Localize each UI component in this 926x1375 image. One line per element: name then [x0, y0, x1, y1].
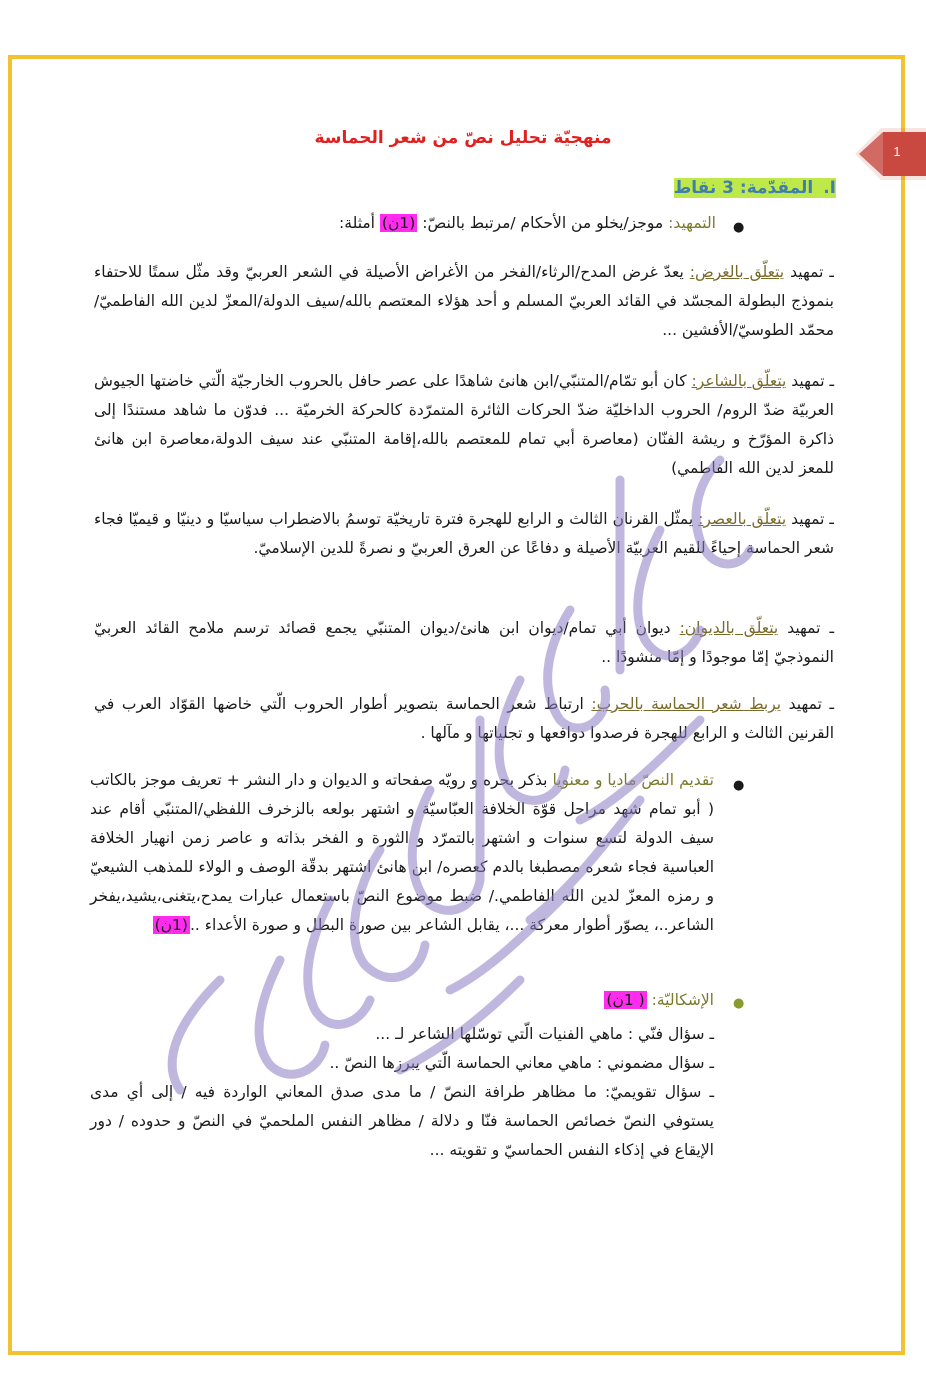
question-content: ـ سؤال مضموني : ماهي معاني الحماسة الّتي يبرزها النصّ .. — [329, 1054, 714, 1072]
paragraph-war — [94, 690, 834, 748]
paragraph-prefix: ـ تمهيد — [784, 263, 834, 281]
paragraph-body: يمثّل القرنان الثالث و الرابع للهجرة فترة تاريخيّة توسمُ بالاضطراب سياسيّا و دينيّا و قيميّا فجاء شعر الحماسة إحياءً للقيم العربيّة الأصيلة و دفاعًا عن العرق العربيّ و نصرةً للدين الإسلاميّ. — [94, 510, 834, 557]
paragraph-link: يتعلّق بالشاعر: — [691, 372, 787, 390]
presentation-score: (1ن) — [154, 916, 188, 934]
bullet-dot: ● — [733, 996, 745, 1011]
tamhid-text: موجز/يخلو من الأحكام /مرتبط بالنصّ: — [422, 214, 669, 232]
paragraph-diwan — [94, 614, 834, 672]
paragraph-purpose — [94, 258, 834, 345]
question-evaluative: ـ سؤال تقويميّ: ما مظاهر طرافة النصّ / ما مدى صدق المعاني الواردة فيه / إلى أي مدى يستوفي النصّ خصائص الحماسة فنّا و دلالة / مظاهر النفس الملحميّ في النصّ و حدوده / دور الإيقاع في إذكاء النفس الحماسيّ و تقويته ... — [90, 1083, 714, 1159]
tamhid-tail: أمثلة: — [339, 214, 380, 232]
paragraph-prefix: ـ تمهيد — [786, 372, 834, 390]
bullet-dot: ● — [733, 220, 745, 235]
paragraph-prefix: ـ تمهيد — [786, 510, 834, 528]
paragraph-body: كان أبو تمّام/المتنبّي/ابن هانئ شاهدًا على عصر حافل بالحروب الخارجيّة الّتي خاضتها الجيوش العربيّة ضدّ الروم/ الحروب الداخليّة ضدّ الحركات الثائرة المتمرّدة كالحركة الخرميّة ... فدوّن ما شاهد مستندًا إلى ذاكرة المؤرّخ و ريشة الفنّان (معاصرة أبي تمام للمعتصم بالله،إقامة المتنبّي عند سيف الدولة،معاصرة ابن هانئ للمعز لدين الله الفاطمي) — [94, 372, 834, 477]
problem-label: الإشكاليّة: — [651, 991, 714, 1009]
page-number: 1 — [893, 144, 901, 159]
problem-heading — [314, 986, 714, 1015]
paragraph-era — [94, 505, 834, 563]
problem-score: ( 1ن) — [606, 991, 645, 1009]
paragraph-link: يربط شعر الحماسة بالحرب: — [591, 695, 782, 713]
tamhid-label: التمهيد: — [668, 214, 716, 232]
page-title: منهجيّة تحليل نصّ من شعر الحماسة — [314, 128, 612, 148]
paragraph-prefix: ـ تمهيد — [781, 695, 834, 713]
bullet-dot: ● — [733, 778, 745, 793]
section-label: المقدّمة: 3 نقاط — [673, 178, 814, 198]
presentation-label: تقديم النصّ ماديا و معنويا — [552, 771, 714, 789]
paragraph-link: يتعلّق بالعصر: — [698, 510, 787, 528]
paragraph-poet — [94, 367, 834, 483]
paragraph-prefix: ـ تمهيد — [778, 619, 834, 637]
paragraph-body: ارتباط شعر الحماسة بتصوير أطوار الحروب الّتي خاضها القوّاد العرب في القرنين الثالث و الرابع للهجرة فرصدوا دوافعها و تجلياتها و مآلها . — [94, 695, 834, 742]
paragraph-link: يتعلّق بالغرض: — [689, 263, 785, 281]
paragraph-body: يعدّ غرض المدح/الرثاء/الفخر من الأغراض الأصيلة في الشعر العربيّ وقد مثّل سمتًا للاحتفاء بنموذج البطولة المجسّد في القائد العربيّ المسلم و أحد هؤلاء المعتصم بالله/سيف الدولة/المعزّ لدين الله الفاطميّ/محمّد الطوسيّ/الأفشين ... — [94, 263, 834, 339]
presentation-body: بذكر بحره و رويّه صفحاته و الديوان و دار النشر + تعريف موجز بالكاتب ( أبو تمام شهد مراحل قوّة الخلافة العبّاسيّة و اشتهر بولعه بالزخرف اللفظي/المتنبّي أقام عند سيف الدولة لتسع سنوات و اشتهر بالتمرّد و الثورة و الفخر بذاته و عاصر زمن انهيار الخلافة العباسية فجاء شعره مصطبغا بالدم كعصره/ ابن هانئ اشتهر بدقّة الوصف و الولاء للمذهب الشيعيّ و رمزه المعزّ لدين الله الفاطمي./ ضبط موضوع النصّ باستعمال عبارات يمدح،يتغنى،يشيد،يفخر الشاعر..، يصوّر أطوار معركة ...، يقابل الشاعر بين صورة البطل و صورة الأعداء .. — [90, 771, 714, 934]
paragraph-link: يتعلّق بالديوان: — [679, 619, 779, 637]
section-number: I. — [823, 178, 836, 198]
tamhid-line — [196, 209, 716, 238]
paragraph-body: ديوان أبي تمام/ديوان ابن هانئ/ديوان المتنبّي يجمع قصائد ترسم ملامح القائد العربيّ النموذجيّ إمّا موجودًا و إمّا منشودًا .. — [94, 619, 834, 666]
tamhid-score: (1ن) — [381, 214, 416, 232]
presentation-block — [90, 766, 714, 940]
section-heading — [674, 178, 836, 198]
question-artistic: ـ سؤال فنّي : ماهي الفنيات الّتي توسّلها الشاعر لـ ... — [375, 1025, 714, 1043]
